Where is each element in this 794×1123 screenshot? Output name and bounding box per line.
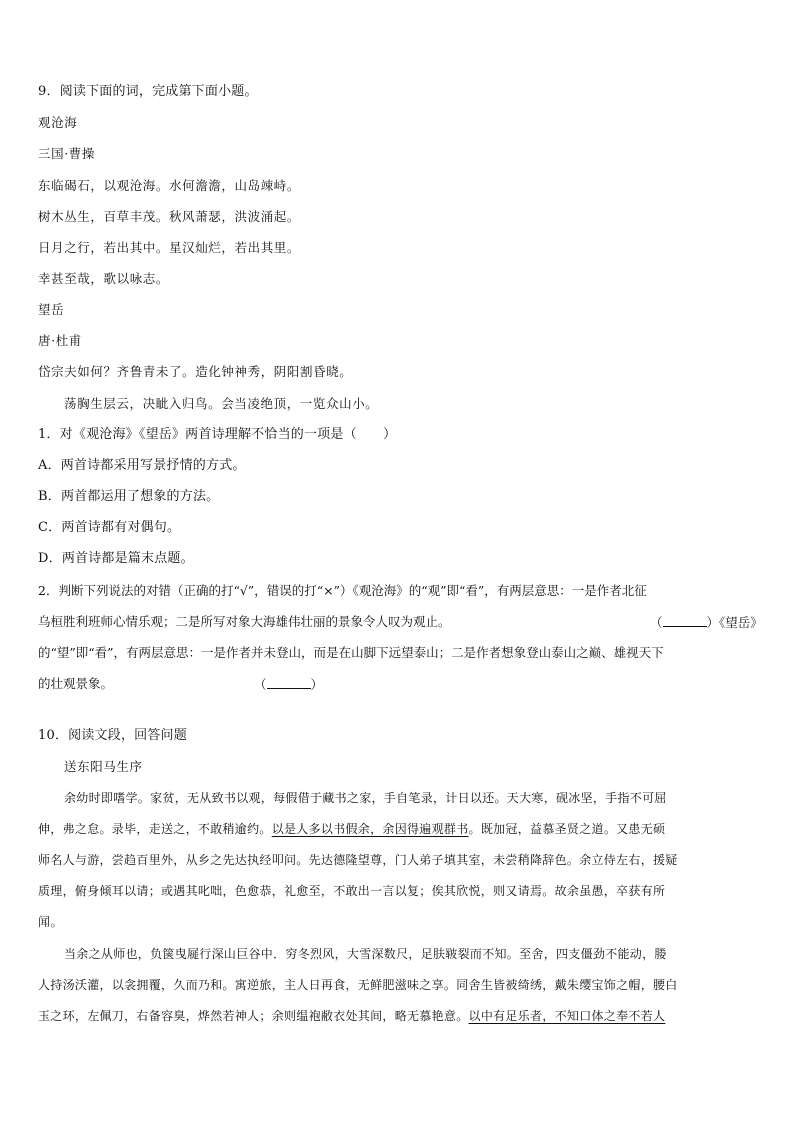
passage-text: 伸，弗之怠。录毕，走送之，不敢稍逾约。 <box>38 822 272 836</box>
answer-blank[interactable] <box>267 676 311 689</box>
passage-line: 当余之从师也，负箧曳屣行深山巨谷中．穷冬烈风，大雪深数尺，足肤皲裂而不知。至舍，四支僵劲不能动，媵 <box>64 947 667 961</box>
paren-open: （ <box>650 615 663 630</box>
passage-title: 送东阳马生序 <box>64 759 143 774</box>
paren-close: ） <box>706 615 720 630</box>
passage-line: 闻。 <box>38 915 64 929</box>
poem-reference: 《望岳》 <box>719 615 763 630</box>
poem1-line: 树木丛生，百草丰茂。秋风萧瑟，洪波涌起。 <box>38 209 301 224</box>
answer-slot <box>650 614 763 631</box>
underlined-sentence: 以中有足乐者，不知口体之奉不若人 <box>468 1009 666 1023</box>
passage-text: 。既加冠，益慕圣贤之道。又患无硕 <box>468 822 666 836</box>
sub-question-2-line <box>38 614 763 630</box>
poem1-line: 幸甚至哉，歌以咏志。 <box>38 271 170 286</box>
passage-line: 质理，俯身倾耳以请；或遇其叱咄，色愈恭，礼愈至，不敢出一言以复；俟其欣悦，则又请焉。故余虽愚，卒获有所 <box>38 884 666 898</box>
underlined-sentence: 以是人多以书假余，余因得遍观群书 <box>271 822 469 836</box>
passage-line <box>38 1008 665 1024</box>
option-a: A．两首诗都采用写景抒情的方式。 <box>38 458 246 473</box>
sub-question-2-line: 的“望”即“看”，有两层意思：一是作者并未登山，而是在山脚下远望泰山；二是作者想象登山泰山之巅、雄视天下 <box>38 645 664 660</box>
passage-text: 玉之环，左佩刀，右备容臭，烨然若神人；余则缊袍敝衣处其间，略无慕艳意。 <box>38 1009 469 1023</box>
poem2-author: 唐·杜甫 <box>38 333 82 348</box>
statement-text: 乌桓胜利班师心情乐观；二是所写对象大海雄伟壮丽的景象令人叹为观止。 <box>38 614 451 629</box>
option-c: C．两首诗都有对偶句。 <box>38 520 181 535</box>
answer-blank[interactable] <box>663 614 707 627</box>
sub-question-2-line: 2．判断下列说法的对错（正确的打“√”，错误的打“×”）《观沧海》的“观”即“看”，有两层意思：一是作者北征 <box>38 583 647 598</box>
option-d: D．两首诗都是篇末点题。 <box>38 551 194 566</box>
answer-slot <box>254 676 323 693</box>
poem1-line: 东临碣石，以观沧海。水何澹澹，山岛竦峙。 <box>38 178 301 193</box>
passage-line: 师名人与游，尝趋百里外，从乡之先达执经叩问。先达德隆望尊，门人弟子填其室，未尝稍降辞色。余立侍左右，援疑 <box>38 853 678 867</box>
poem2-line: 岱宗夫如何？齐鲁青未了。造化钟神秀，阴阳割昏晓。 <box>38 364 353 379</box>
poem1-title: 观沧海 <box>38 115 78 130</box>
poem1-line: 日月之行，若出其中。星汉灿烂，若出其里。 <box>38 240 301 255</box>
paren-close: ） <box>310 677 324 692</box>
sub-question-1: 1．对《观沧海》《望岳》两首诗理解不恰当的一项是（ ） <box>38 427 397 442</box>
passage-line: 余幼时即嗜学。家贫，无从致书以观，每假借于藏书之家，手自笔录，计日以还。天大寒，砚冰坚，手指不可屈 <box>64 791 667 805</box>
question-9-title: 9．阅读下面的词，完成第下面小题。 <box>38 84 258 99</box>
poem2-title: 望岳 <box>38 302 65 317</box>
statement-text: 的壮观景象。 <box>38 676 114 691</box>
question-10-title: 10．阅读文段，回答问题 <box>38 728 187 743</box>
paren-open: （ <box>254 677 267 692</box>
passage-line <box>38 821 665 837</box>
option-b: B．两首都运用了想象的方法。 <box>38 489 220 504</box>
sub-question-2-line <box>38 676 756 692</box>
passage-line: 人持汤沃灌，以衾拥覆，久而乃和。寓逆旅，主人日再食，无鲜肥滋味之享。同舍生皆被绮绣，戴朱缨宝饰之帽，腰白 <box>38 978 678 992</box>
poem1-author: 三国·曹操 <box>38 146 95 161</box>
poem2-line: 荡胸生层云，决眦入归鸟。会当凌绝顶，一览众山小。 <box>64 396 379 411</box>
